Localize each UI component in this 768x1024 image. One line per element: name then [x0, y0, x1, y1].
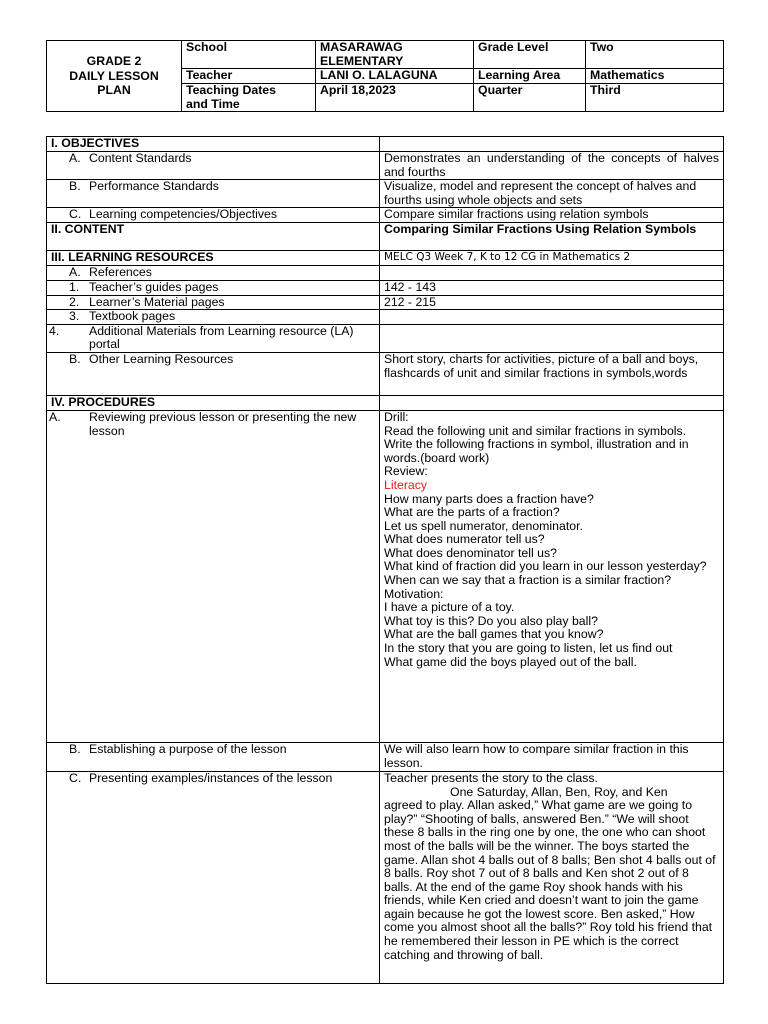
additional-materials-text: Additional Materials from Learning resource (LA) portal	[89, 324, 354, 352]
performance-standards-label	[47, 180, 380, 208]
textbook-label	[47, 310, 380, 325]
dates-label	[182, 84, 316, 112]
review-line: What toy is this? Do you also play ball?	[384, 613, 598, 628]
plan-title	[47, 41, 182, 112]
grade-level-value: Two	[586, 41, 724, 69]
story-intro: Teacher presents the story to the class.	[384, 771, 598, 785]
examples-label	[47, 771, 380, 983]
references-label	[47, 265, 380, 280]
textbook-value	[380, 310, 724, 325]
procedures-heading-value	[380, 395, 724, 410]
lesson-plan-table	[46, 136, 724, 984]
references-text: References	[89, 265, 152, 279]
additional-materials-value	[380, 324, 724, 352]
other-resources-value: Short story, charts for activities, picture of a ball and boys, flashcards of unit and similar fractions in symbols,words	[380, 352, 724, 395]
review-line: What are the ball games that you know?	[384, 627, 604, 642]
competencies-label	[47, 208, 380, 223]
dates-label-line-1: Teaching Dates	[186, 83, 276, 98]
objectives-heading: I. OBJECTIVES	[47, 137, 380, 152]
teachers-guide-label	[47, 280, 380, 295]
learners-material-value: 212 - 215	[380, 295, 724, 310]
review-line: Drill:	[384, 410, 409, 424]
review-line: What does numerator tell us?	[384, 532, 545, 547]
objectives-row	[47, 137, 724, 152]
learners-material-number: 2.	[69, 295, 80, 309]
review-line: What game did the boys played out of the ball.	[384, 654, 637, 669]
learning-resources-value: MELC Q3 Week 7, K to 12 CG in Mathematics 2	[380, 250, 724, 265]
additional-materials-label	[47, 324, 380, 352]
learners-material-text: Learner’s Material pages	[89, 295, 225, 309]
procedures-heading: IV. PROCEDURES	[47, 395, 380, 410]
objectives-heading-value	[380, 137, 724, 152]
review-line: Motivation:	[384, 586, 444, 601]
review-lesson-label	[47, 410, 380, 742]
teacher-value: LANI O. LALAGUNA	[316, 69, 474, 84]
review-line: How many parts does a fraction have?	[384, 491, 594, 506]
teachers-guide-number: 1.	[69, 280, 80, 294]
dates-label-line-2: and Time	[186, 96, 240, 111]
review-lesson-letter: A.	[49, 410, 61, 424]
content-heading: II. CONTENT	[47, 222, 380, 250]
review-line: In the story that you are going to listen, let us find out	[384, 641, 673, 656]
performance-standards-letter: B.	[69, 179, 81, 194]
learners-material-label	[47, 295, 380, 310]
title-line-1: GRADE 2	[86, 54, 142, 69]
school-value	[316, 41, 474, 69]
examples-letter: C.	[69, 771, 82, 785]
purpose-letter: B.	[69, 742, 81, 756]
learning-resources-heading: III. LEARNING RESOURCES	[47, 250, 380, 265]
story-first-line: One Saturday, Allan, Ben, Roy, and Ken	[450, 784, 668, 799]
learning-area-label: Learning Area	[474, 69, 586, 84]
review-line: Write the following fractions in symbol, illustration and in words.(board work)	[384, 437, 689, 465]
other-resources-letter: B.	[69, 352, 81, 366]
teachers-guide-text: Teacher’s guides pages	[89, 280, 219, 294]
quarter-value: Third	[586, 84, 724, 112]
competencies-value: Compare similar fractions using relation symbols	[380, 208, 724, 223]
school-label: School	[182, 41, 316, 69]
title-line-3: PLAN	[97, 83, 131, 98]
review-lesson-value	[380, 410, 724, 742]
story-text: agreed to play. Allan asked,” What game are we going to play?” “Shooting of balls, answered Ben.” “We will shoot these 8 balls in the ring one by one, the one who can shoot most of the balls will be the winner. The boys started the game. Allan shot 4 balls out of 8 balls; Ben shot 4 balls out of 8 balls. Roy shot 7 out of 8 balls and Ken shot 2 out of 8 balls. At the end of the game Roy shook hands with his friends, while Ken cried and doesn’t want to join the game again because he got the lowest score. Ben asked,” How come you almost shoot all the balls?” Roy told his friend that he remembered their lesson in PE which is the correct catching and throwing of ball.	[384, 798, 716, 962]
learning-area-value: Mathematics	[586, 69, 724, 84]
review-line: Read the following unit and similar fractions in symbols.	[384, 423, 687, 438]
review-line: What does denominator tell us?	[384, 545, 557, 560]
references-letter: A.	[69, 265, 81, 279]
quarter-label: Quarter	[474, 84, 586, 112]
other-resources-label	[47, 352, 380, 395]
review-line: Review:	[384, 464, 428, 479]
other-resources-text: Other Learning Resources	[89, 352, 234, 366]
title-line-2: DAILY LESSON	[69, 68, 159, 83]
content-standards-value: Demonstrates an understanding of the concepts of halves and fourths	[380, 152, 724, 180]
grade-level-label: Grade Level	[474, 41, 586, 69]
competencies-text: Learning competencies/Objectives	[89, 207, 277, 222]
review-line: I have a picture of a toy.	[384, 600, 515, 615]
purpose-value: We will also learn how to compare similar fraction in this lesson.	[380, 742, 724, 771]
teacher-label: Teacher	[182, 69, 316, 84]
textbook-text: Textbook pages	[89, 309, 176, 324]
purpose-label	[47, 742, 380, 771]
textbook-number: 3.	[69, 309, 80, 324]
content-standards-text: Content Standards	[89, 151, 192, 165]
additional-materials-number: 4.	[49, 324, 60, 338]
performance-standards-text: Performance Standards	[89, 179, 219, 194]
content-standards-letter: A.	[69, 151, 81, 165]
literacy-label: Literacy	[384, 477, 428, 492]
content-standards-label	[47, 152, 380, 180]
performance-standards-value: Visualize, model and represent the concept of halves and fourths using whole objects and sets	[380, 180, 724, 208]
purpose-text: Establishing a purpose of the lesson	[89, 742, 287, 756]
content-value: Comparing Similar Fractions Using Relation Symbols	[380, 222, 724, 250]
school-value-line-2: ELEMENTARY	[320, 53, 404, 68]
header-table	[46, 40, 724, 112]
review-line: When can we say that a fraction is a similar fraction?	[384, 573, 672, 588]
references-value	[380, 265, 724, 280]
review-line: What kind of fraction did you learn in our lesson yesterday?	[384, 559, 707, 574]
school-value-line-1: MASARAWAG	[320, 40, 403, 54]
review-line: What are the parts of a fraction?	[384, 505, 560, 520]
competencies-letter: C.	[69, 207, 82, 222]
review-lesson-text: Reviewing previous lesson or presenting the new lesson	[89, 410, 357, 438]
review-line: Let us spell numerator, denominator.	[384, 518, 583, 533]
examples-text: Presenting examples/instances of the lesson	[89, 771, 333, 785]
teachers-guide-value: 142 - 143	[380, 280, 724, 295]
dates-value: April 18,2023	[316, 84, 474, 112]
examples-value	[380, 771, 724, 983]
